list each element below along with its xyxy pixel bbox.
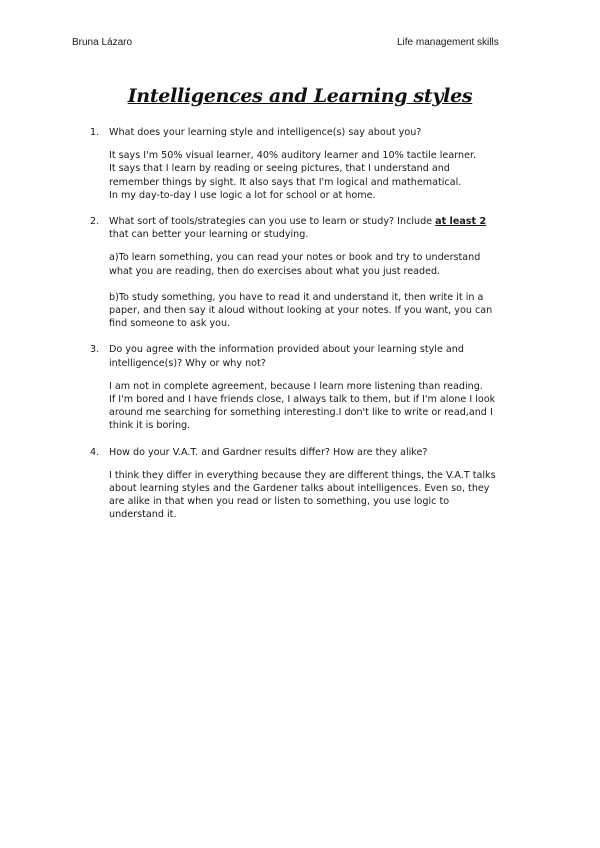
question-1 — [90, 126, 530, 139]
document-body — [90, 126, 530, 535]
answer-line: remember things by sight. It also says that I'm logical and mathematical. — [109, 176, 462, 188]
answer-1 — [90, 149, 530, 202]
question-text-continued: that can better your learning or studying. — [109, 229, 309, 241]
question-number: 1. — [90, 127, 100, 138]
answer-line: If I'm bored and I have friends close, I always talk to them, but if I'm alone I look — [109, 394, 496, 406]
answer-line: In my day-to-day I use logic a lot for school or at home. — [109, 189, 376, 201]
answer-2b — [90, 291, 530, 331]
question-number: 4. — [90, 446, 100, 458]
question-text-continued: intelligence(s)? Why or why not? — [109, 357, 266, 369]
answer-2a — [90, 251, 530, 277]
question-text: What does your learning style and intelligence(s) say about you? — [109, 127, 422, 138]
answer-line: about learning styles and the Gardener talks about intelligences. Even so, they — [109, 483, 490, 495]
answer-line: I am not in complete agreement, because I learn more listening than reading. — [109, 380, 483, 392]
answer-line: around me searching for something interesting.I don't like to write or read,and I — [109, 407, 493, 419]
header-course: Life management skills — [397, 37, 499, 48]
answer-line: find someone to ask you. — [109, 318, 231, 330]
question-3 — [90, 343, 530, 369]
question-number: 3. — [90, 344, 100, 356]
answer-line: what you are reading, then do exercises about what you just readed. — [109, 265, 441, 277]
answer-line: are alike in that when you read or listen to something, you use logic to — [109, 496, 450, 508]
answer-line: It says I'm 50% visual learner, 40% auditory learner and 10% tactile learner. — [109, 150, 477, 162]
question-text: What sort of tools/strategies can you use to learn or study? Include — [109, 216, 436, 228]
answer-line: a)To learn something, you can read your notes or book and try to understand — [109, 252, 481, 264]
answer-line: b)To study something, you have to read it and understand it, then write it in a — [109, 291, 484, 303]
document-title: Intelligences and Learning styles — [127, 85, 473, 107]
answer-4 — [90, 469, 530, 522]
question-4 — [90, 446, 530, 459]
question-text: Do you agree with the information provided about your learning style and — [109, 344, 464, 356]
question-2 — [90, 215, 530, 241]
answer-line: paper, and then say it aloud without looking at your notes. If you want, you can — [109, 305, 493, 317]
header-author: Bruna Lázaro — [72, 37, 133, 48]
answer-line: think it is boring. — [109, 420, 191, 432]
answer-3 — [90, 380, 530, 433]
question-number: 2. — [90, 216, 100, 228]
question-text: How do your V.A.T. and Gardner results differ? How are they alike? — [109, 446, 428, 458]
answer-line: understand it. — [109, 509, 177, 521]
answer-line: I think they differ in everything because they are different things, the V.A.T talks — [109, 469, 496, 481]
question-emphasis: at least 2 — [435, 216, 487, 228]
answer-line: It says that I learn by reading or seeing pictures, that I understand and — [109, 163, 450, 175]
